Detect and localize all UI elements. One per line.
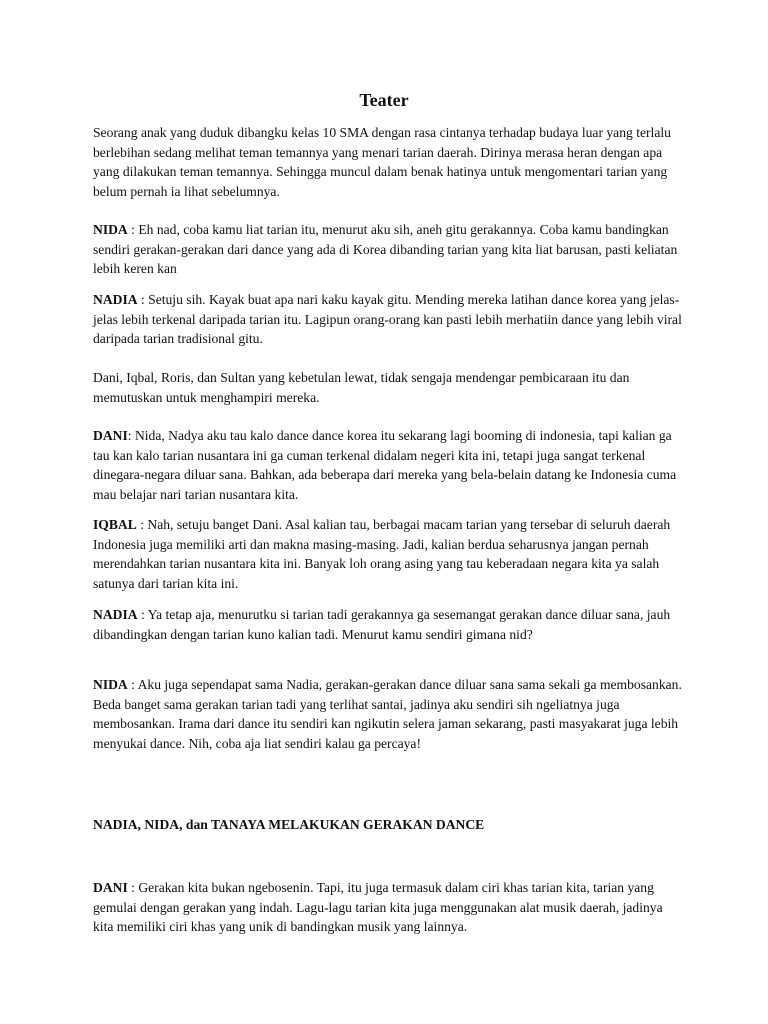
dialogue-nida-1 bbox=[93, 220, 683, 279]
speaker-separator: : bbox=[127, 428, 135, 443]
speaker-separator: : bbox=[127, 222, 139, 237]
dialogue-nida-2 bbox=[93, 675, 683, 753]
speaker-name: DANI bbox=[93, 428, 128, 443]
speaker-name: NIDA bbox=[93, 677, 128, 692]
speaker-name: NIDA bbox=[93, 222, 128, 237]
dialogue-text: Nida, Nadya aku tau kalo dance dance korea itu sekarang lagi booming di indonesia, tapi kalian ga tau kan kalo tarian nusantara ini ga cuman terkenal didalam negeri kita ini, tetapi juga sangat terkenal dinegara-negara diluar sana. Bahkan, ada beberapa dari mereka yang bela-belain datang ke Indonesia cuma mau belajar nari tarian nusantara kita. bbox=[93, 428, 677, 502]
speaker-name: NADIA bbox=[93, 292, 138, 307]
speaker-separator: : bbox=[137, 292, 149, 307]
intro-paragraph: Seorang anak yang duduk dibangku kelas 10 SMA dengan rasa cintanya terhadap budaya luar yang terlalu berlebihan sedang melihat teman temannya yang menari tarian daerah. Dirinya merasa heran dengan apa yang dilakukan teman temannya. Sehingga muncul dalam benak hatinya untuk mengomentari tarian yang belum pernah ia lihat sebelumnya. bbox=[93, 125, 671, 199]
speaker-name: DANI bbox=[93, 880, 128, 895]
dialogue-dani-2 bbox=[93, 878, 683, 937]
speaker-separator: : bbox=[127, 880, 139, 895]
dialogue-nadia-2 bbox=[93, 605, 683, 644]
dialogue-text: Aku juga sependapat sama Nadia, gerakan-gerakan dance diluar sana sama sekali ga membosankan. Beda banget sama gerakan tarian tadi yang terlihat santai, jadinya aku sendiri sih ngeliatnya juga membosankan. Irama dari dance itu sendiri kan ngikutin selera jaman sekarang, pasti masyakarat juga lebih menyukai dance. Nih, coba aja liat sendiri kalau ga percaya! bbox=[93, 677, 682, 751]
dialogue-text: Nah, setuju banget Dani. Asal kalian tau, berbagai macam tarian yang tersebar di seluruh daerah Indonesia juga memiliki arti dan makna masing-masing. Jadi, kalian berdua seharusnya jangan pernah merendahkan tarian nusantara kita ini. Banyak loh orang asing yang tau keberadaan negara kita ya salah satunya dari tarian kita ini. bbox=[93, 517, 671, 591]
speaker-separator: : bbox=[127, 677, 138, 692]
dialogue-dani-1 bbox=[93, 426, 683, 504]
dialogue-text: Gerakan kita bukan ngebosenin. Tapi, itu juga termasuk dalam ciri khas tarian kita, tarian yang gemulai dengan gerakan yang indah. Lagu-lagu tarian kita juga menggunakan alat musik daerah, jadinya kita memiliki ciri khas yang unik di bandingkan musik yang lainnya. bbox=[93, 880, 663, 934]
stage-direction: NADIA, NIDA, dan TANAYA MELAKUKAN GERAKAN DANCE bbox=[93, 817, 485, 832]
speaker-separator: : bbox=[137, 607, 148, 622]
dialogue-text: Eh nad, coba kamu liat tarian itu, menurut aku sih, aneh gitu gerakannya. Coba kamu bandingkan sendiri gerakan-gerakan dari dance yang ada di Korea dibanding tarian yang kita liat barusan, pasti keliatan lebih keren kan bbox=[93, 222, 678, 276]
narration-paragraph: Dani, Iqbal, Roris, dan Sultan yang kebetulan lewat, tidak sengaja mendengar pembicaraan itu dan memutuskan untuk menghampiri mereka. bbox=[93, 370, 630, 405]
dialogue-nadia-1 bbox=[93, 290, 683, 349]
speaker-name: NADIA bbox=[93, 607, 138, 622]
dialogue-iqbal-1 bbox=[93, 515, 683, 593]
document-title: Teater bbox=[359, 90, 409, 110]
dialogue-text: Ya tetap aja, menurutku si tarian tadi gerakannya ga sesemangat gerakan dance diluar sana, jauh dibandingkan dengan tarian kuno kalian tadi. Menurut kamu sendiri gimana nid? bbox=[93, 607, 671, 642]
dialogue-text: Setuju sih. Kayak buat apa nari kaku kayak gitu. Mending mereka latihan dance korea yang jelas-jelas lebih terkenal daripada tarian itu. Lagipun orang-orang kan pasti lebih merhatiin dance yang lebih viral daripada tarian tradisional gitu. bbox=[93, 292, 682, 346]
speaker-name: IQBAL bbox=[93, 517, 137, 532]
speaker-separator: : bbox=[136, 517, 148, 532]
